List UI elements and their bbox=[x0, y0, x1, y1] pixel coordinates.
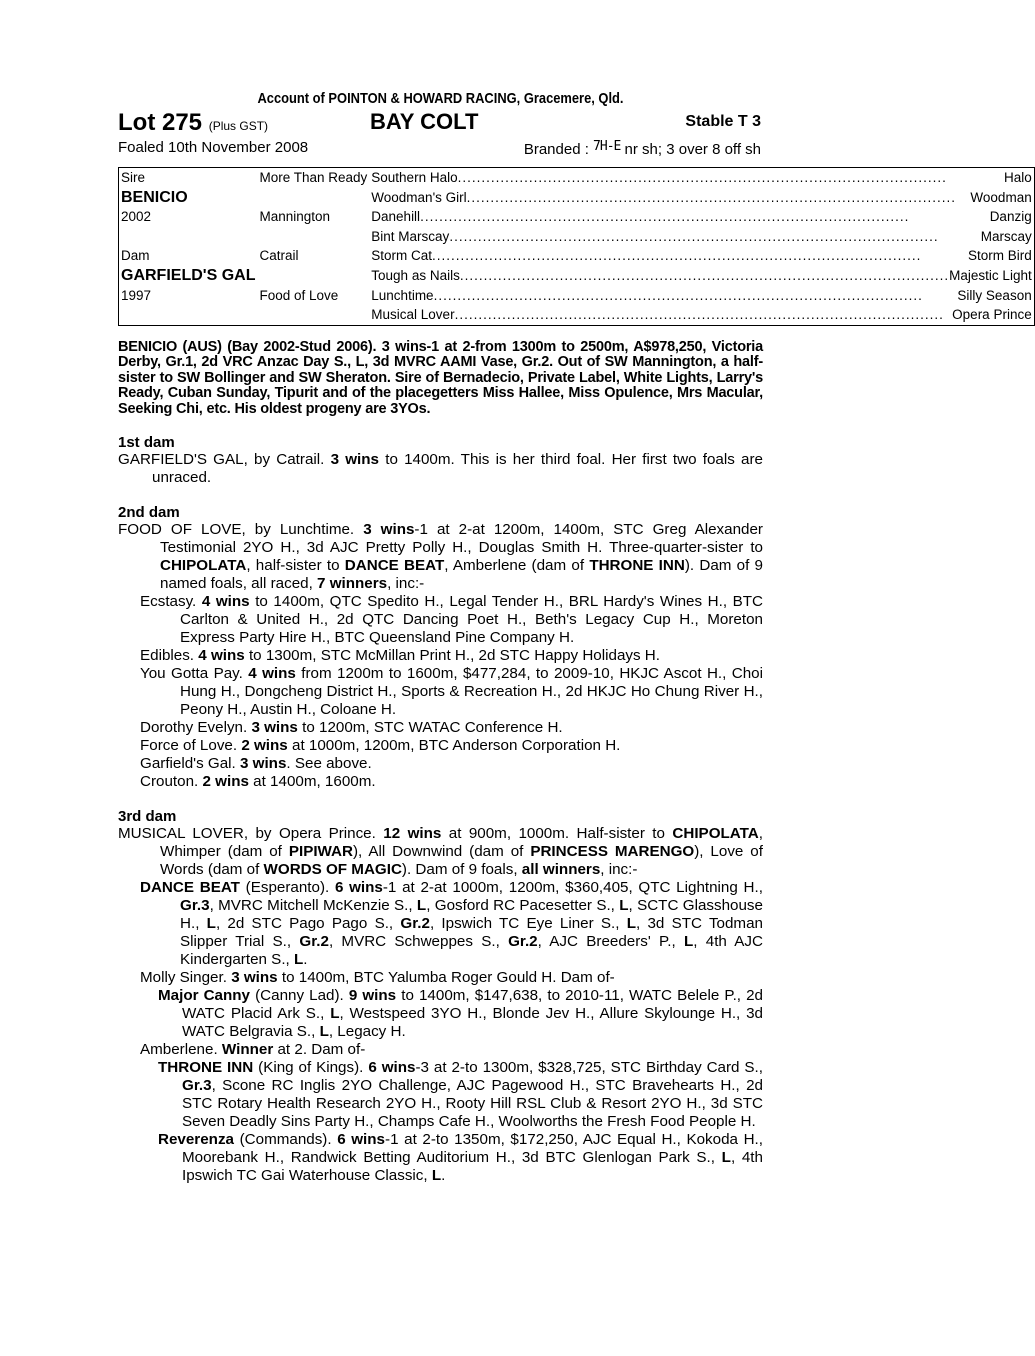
ancestor-row: Tough as Nails ..... Majestic Light bbox=[371, 266, 1031, 286]
stable-number: Stable T 3 bbox=[685, 113, 761, 130]
lot-note: (Plus GST) bbox=[208, 119, 269, 133]
list-item: Ecstasy. 4 wins to 1400m, QTC Spedito H., Legal Tender H., BRL Hardy's Wines H., BTC Carlton & United H., 2d QTC Dancing Poet H., Beth's Legacy Cup H., Moreton Express Party Hire H., BTC Queensland Pine Company H. bbox=[140, 593, 763, 647]
sire-sire: More Than Ready bbox=[259, 170, 368, 185]
lot-number bbox=[118, 109, 268, 137]
ancestor-row: Danehill ..... Danzig bbox=[371, 207, 1031, 227]
dam-year: 1997 bbox=[121, 287, 152, 303]
brand-mark: 7H-E bbox=[593, 139, 621, 154]
dam-dam: Food of Love bbox=[259, 287, 339, 303]
vendor-account: Account of POINTON & HOWARD RACING, Gracemere, Qld. bbox=[257, 90, 624, 107]
first-dam-entry: GARFIELD'S GAL, by Catrail. 3 wins to 1400m. This is her third foal. Her first two foals are unraced. bbox=[118, 451, 763, 487]
branded-label: Branded : bbox=[523, 141, 589, 158]
list-item: Crouton. 2 wins at 1400m, 1600m. bbox=[140, 773, 376, 791]
dam-sire: Catrail bbox=[259, 248, 299, 264]
ancestor-row: Musical Lover ..... Opera Prince bbox=[371, 305, 1031, 325]
sire-biography: BENICIO (AUS) (Bay 2002-Stud 2006). 3 wins-1 at 2-from 1300m to 2500m, A$978,250, Victoria Derby, Gr.1, 2d VRC Anzac Day S., L, 3d MVRC AAMI Vase, Gr.2. Out of SW Mannington, a half-sister to SW Bollinger and SW Sheraton. Sire of Bernadecio, Private Label, White Lights, Larry's Ready, Cuban Sunday, Tipurit and of the placegetters Miss Hallee, Miss Opulence, Mrs Macular, Seeking Chi, etc. His oldest progeny are 3YOs. bbox=[118, 338, 763, 417]
list-item: Dorothy Evelyn. 3 wins to 1200m, STC WATAC Conference H. bbox=[140, 719, 563, 737]
sire-name: BENICIO bbox=[121, 188, 188, 206]
list-item: Molly Singer. 3 wins to 1400m, BTC Yalumba Roger Gould H. Dam of- bbox=[140, 969, 615, 987]
dam-label: Dam bbox=[121, 248, 150, 264]
first-dam-heading: 1st dam bbox=[118, 434, 175, 452]
sire-year: 2002 bbox=[121, 209, 152, 225]
list-item: Garfield's Gal. 3 wins. See above. bbox=[140, 755, 372, 773]
horse-description: BAY COLT bbox=[370, 109, 479, 134]
list-item: DANCE BEAT (Esperanto). 6 wins-1 at 2-at 1000m, 1200m, $360,405, QTC Lightning H., Gr.3, MVRC Mitchell McKenzie S., L, Gosford RC Pacesetter S., L, SCTC Glasshouse H., L, 2d STC Pago Pago S., Gr.2, Ipswich TC Eye Liner S., L, 3d STC Todman Slipper Trial S., Gr.2, MVRC Schweppes S., Gr.2, AJC Breeders' P., L, 4th AJC Kindergarten S., L. bbox=[140, 879, 763, 969]
third-dam-entry: MUSICAL LOVER, by Opera Prince. 12 wins at 900m, 1000m. Half-sister to CHIPOLATA, Whimper (dam of PIPIWAR), All Downwind (dam of PRINCESS MARENGO), Love of Words (dam of WORDS OF MAGIC). Dam of 9 foals, all winners, inc:- bbox=[118, 825, 763, 879]
pedigree-table bbox=[118, 167, 1035, 326]
list-item: You Gotta Pay. 4 wins from 1200m to 1600m, $477,284, to 2009-10, HKJC Ascot H., Choi Hung H., Dongcheng District H., Sports & Recreation H., 2d HKJC Ho Chung River H., Peony H., Austin H., Coloane H. bbox=[140, 665, 763, 719]
dam-name: GARFIELD'S GAL bbox=[121, 266, 256, 284]
ancestor-row: Bint Marscay ..... Marscay bbox=[371, 227, 1031, 247]
list-item: Force of Love. 2 wins at 1000m, 1200m, BTC Anderson Corporation H. bbox=[140, 737, 621, 755]
branded-rest: nr sh; 3 over 8 off sh bbox=[624, 141, 761, 158]
lot-line bbox=[118, 109, 763, 137]
third-dam-heading: 3rd dam bbox=[118, 808, 177, 826]
ancestor-row: Lunchtime ..... Silly Season bbox=[371, 286, 1031, 306]
lot-label: Lot 275 bbox=[118, 109, 203, 136]
catalogue-page bbox=[118, 90, 1032, 1185]
list-item: Major Canny (Canny Lad). 9 wins to 1400m, $147,638, to 2010-11, WATC Belele P., 2d WATC Placid Ark S., L, Westspeed 3YO H., Blonde Jev H., Allure Skylounge H., 3d WATC Belgravia S., L, Legacy H. bbox=[158, 987, 763, 1041]
second-dam-entry: FOOD OF LOVE, by Lunchtime. 3 wins-1 at 2-at 1200m, 1400m, STC Greg Alexander Testimonial 2YO H., 3d AJC Pretty Polly H., Douglas Smith H. Three-quarter-sister to CHIPOLATA, half-sister to DANCE BEAT, Amberlene (dam of THRONE INN). Dam of 9 named foals, all raced, 7 winners, inc:- bbox=[118, 521, 764, 593]
ancestor-row: Woodman's Girl ..... Woodman bbox=[371, 188, 1031, 208]
second-dam-heading: 2nd dam bbox=[118, 504, 180, 522]
ancestor-row: Storm Cat ..... Storm Bird bbox=[371, 246, 1031, 266]
ancestor-row: Southern Halo ..... Halo bbox=[371, 168, 1031, 188]
list-item: Reverenza (Commands). 6 wins-1 at 2-to 1350m, $172,250, AJC Equal H., Kokoda H., Moorebank H., Randwick Betting Auditorium H., 3d BTC Glenlogan Park S., L, 4th Ipswich TC Gai Waterhouse Classic, L. bbox=[158, 1131, 763, 1185]
list-item: Amberlene. Winner at 2. Dam of- bbox=[140, 1041, 366, 1059]
list-item: Edibles. 4 wins to 1300m, STC McMillan Print H., 2d STC Happy Holidays H. bbox=[140, 647, 660, 665]
foaled-line bbox=[118, 137, 763, 163]
brand-info bbox=[524, 139, 761, 158]
sire-dam: Mannington bbox=[259, 209, 331, 225]
foaled-date: Foaled 10th November 2008 bbox=[118, 139, 309, 156]
sire-label: Sire bbox=[121, 170, 146, 185]
list-item: THRONE INN (King of Kings). 6 wins-3 at 2-to 1300m, $328,725, STC Birthday Card S., Gr.3, Scone RC Inglis 2YO Challenge, AJC Pagewood H., STC Bravehearts H., 2d STC Rotary Health Research 2YO H., Rooty Hill RSL Club & Resort 2YO H., 3d STC Seven Deadly Sins Party H., Champs Cafe H., Woolworths the Fresh Food People H. bbox=[158, 1059, 763, 1131]
